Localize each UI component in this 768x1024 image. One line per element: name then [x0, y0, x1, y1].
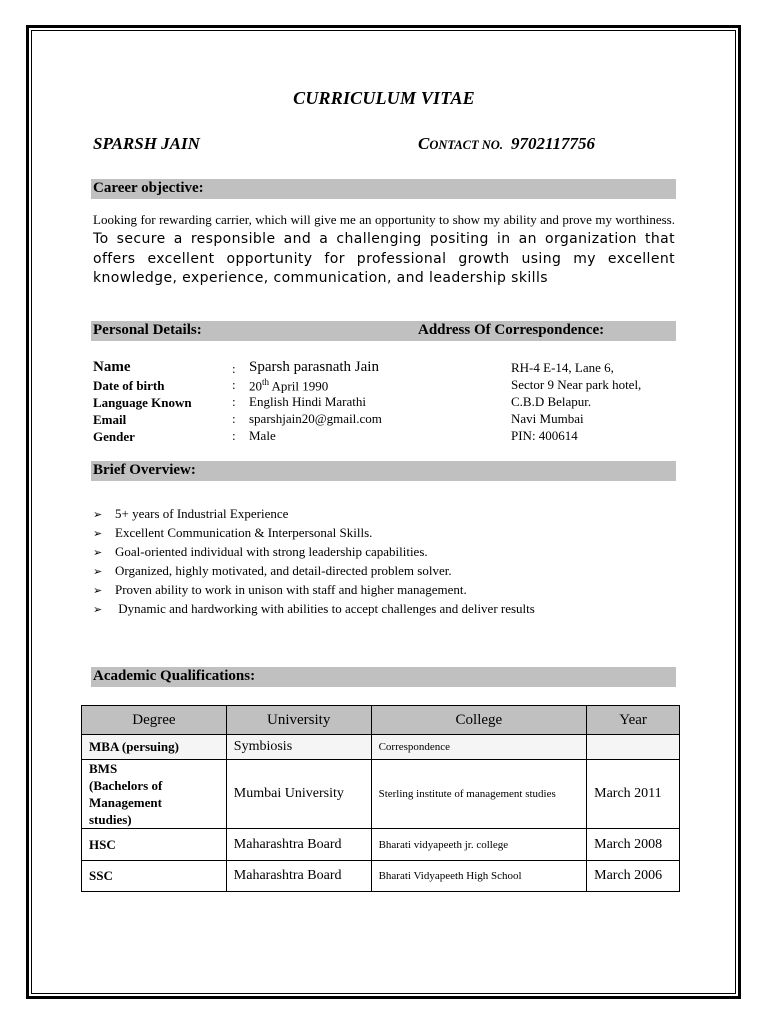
document-title: CURRICULUM VITAE	[293, 88, 475, 108]
cell-university: Mumbai University	[226, 760, 371, 829]
cell-year	[587, 735, 680, 760]
cell-college: Bharati vidyapeeth jr. college	[371, 829, 587, 861]
cell-degree: SSC	[82, 861, 227, 892]
section-heading-brief-overview: Brief Overview:	[93, 462, 196, 478]
address-line: PIN: 400614	[511, 428, 578, 443]
detail-value-language: English Hindi Marathi	[249, 394, 366, 409]
detail-label: Name	[93, 359, 131, 375]
cell-university: Maharashtra Board	[226, 861, 371, 892]
detail-colon: :	[232, 428, 236, 443]
cell-degree: HSC	[82, 829, 227, 861]
column-header-university: University	[226, 706, 371, 735]
address-line: Navi Mumbai	[511, 411, 584, 426]
candidate-name: SPARSH JAIN	[93, 134, 200, 153]
detail-colon: :	[232, 411, 236, 426]
cell-college: Correspondence	[371, 735, 587, 760]
detail-row-language	[93, 394, 192, 412]
detail-colon: :	[232, 377, 236, 392]
contact-number: 9702117756	[510, 134, 596, 153]
cell-year: March 2006	[587, 861, 680, 892]
detail-row-dob	[93, 377, 165, 395]
detail-row-email	[93, 411, 126, 429]
objective-text-part1: Looking for rewarding carrier, which will give me an opportunity to show my ability and prove my worthiness.	[93, 212, 675, 227]
list-item: ➢ Goal-oriented individual with strong leadership capabilities.	[93, 544, 428, 559]
cell-year: March 2011	[587, 760, 680, 829]
cell-college: Bharati Vidyapeeth High School	[371, 861, 587, 892]
section-bar-brief-overview	[91, 461, 676, 481]
cell-university: Symbiosis	[226, 735, 371, 760]
section-heading-personal-details: Personal Details:	[93, 322, 202, 338]
list-item: ➢ Organized, highly motivated, and detail-directed problem solver.	[93, 563, 452, 578]
section-bar-academic	[91, 667, 676, 687]
detail-label: Email	[93, 412, 127, 427]
table-row	[82, 861, 680, 892]
column-header-degree: Degree	[82, 706, 227, 735]
objective-text-part2: To secure a responsible and a challenging positing in an organization that offers excellent opportunity for professional growth using my excellent knowledge, experience, communication, and leadership skills	[93, 231, 675, 286]
detail-label: Language Known	[93, 395, 192, 410]
arrow-bullet-icon: ➢	[93, 603, 103, 616]
arrow-bullet-icon: ➢	[93, 584, 103, 597]
cell-college: Sterling institute of management studies	[371, 760, 587, 829]
academic-table	[81, 705, 680, 892]
list-item: ➢ Dynamic and hardworking with abilities to accept challenges and deliver results	[93, 601, 535, 616]
address-line: RH-4 E-14, Lane 6,	[511, 360, 614, 375]
arrow-bullet-icon: ➢	[93, 546, 103, 559]
contact-label-rest: ONTACT NO.	[429, 138, 503, 152]
section-heading-career-objective: Career objective:	[93, 180, 204, 196]
contact-number-line	[418, 134, 595, 154]
arrow-bullet-icon: ➢	[93, 508, 103, 521]
cell-university: Maharashtra Board	[226, 829, 371, 861]
section-heading-address: Address Of Correspondence:	[418, 322, 605, 338]
table-row	[82, 760, 680, 829]
cell-degree: BMS (Bachelors of Management studies)	[82, 760, 227, 829]
address-line: Sector 9 Near park hotel,	[511, 377, 642, 392]
detail-colon: :	[232, 361, 236, 376]
detail-value-name: Sparsh parasnath Jain	[249, 359, 379, 375]
section-heading-academic: Academic Qualifications:	[93, 668, 256, 684]
detail-value-email: sparshjain20@gmail.com	[249, 411, 382, 426]
arrow-bullet-icon: ➢	[93, 527, 103, 540]
cell-degree: MBA (persuing)	[82, 735, 227, 760]
detail-value-dob: 20th April 1990	[249, 377, 329, 394]
cell-year: March 2008	[587, 829, 680, 861]
table-row	[82, 829, 680, 861]
section-bar-personal-details	[91, 321, 676, 341]
address-line: C.B.D Belapur.	[511, 394, 592, 409]
list-item: ➢ Excellent Communication & Interpersonal Skills.	[93, 525, 373, 540]
detail-value-gender: Male	[249, 428, 276, 443]
contact-label-initial: C	[418, 134, 430, 153]
detail-label: Date of birth	[93, 378, 165, 393]
table-header-row	[82, 706, 680, 735]
column-header-year: Year	[587, 706, 680, 735]
detail-label: Gender	[93, 429, 135, 444]
overview-list	[93, 505, 535, 619]
career-objective-text	[93, 210, 675, 289]
table-row	[82, 735, 680, 760]
list-item: ➢ 5+ years of Industrial Experience	[93, 506, 289, 521]
list-item: ➢ Proven ability to work in unison with staff and higher management.	[93, 582, 467, 597]
arrow-bullet-icon: ➢	[93, 565, 103, 578]
detail-row-name	[93, 358, 131, 376]
section-bar-career-objective	[91, 179, 676, 199]
detail-row-gender	[93, 428, 135, 446]
column-header-college: College	[371, 706, 587, 735]
detail-colon: :	[232, 394, 236, 409]
